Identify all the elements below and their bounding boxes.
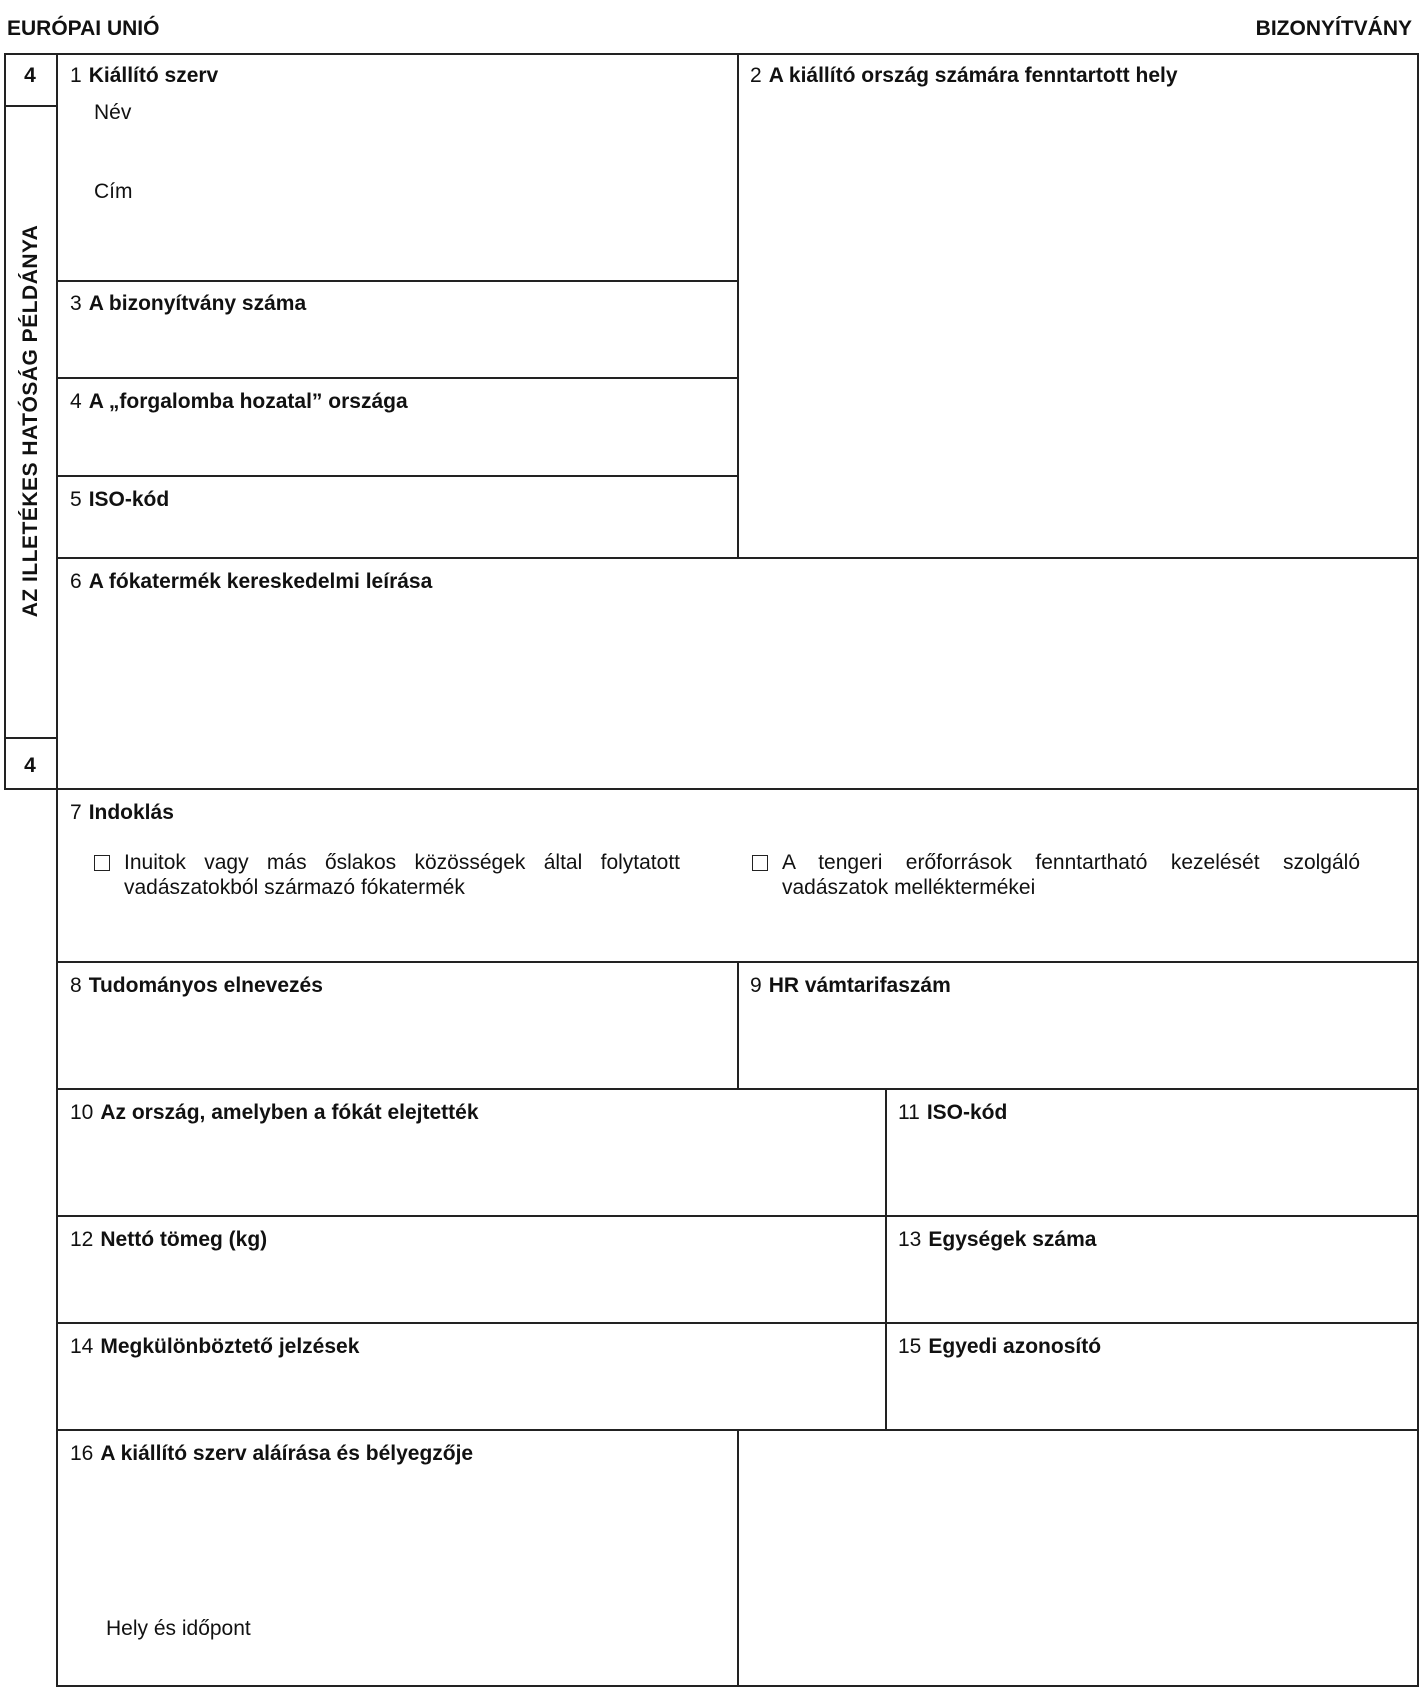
option-indigenous[interactable] [94, 850, 680, 900]
checkbox-sustainable[interactable] [752, 855, 768, 871]
header-left: EURÓPAI UNIÓ [7, 17, 160, 40]
field-15-title: 15 Egyedi azonosító [898, 1335, 1102, 1358]
field-1-name-label: Név [94, 101, 132, 124]
field-3-title: 3 A bizonyítvány száma [70, 292, 307, 315]
field-16-title: 16 A kiállító szerv aláírása és bélyegzője [70, 1442, 474, 1465]
field-14-title: 14 Megkülönböztető jelzések [70, 1335, 360, 1358]
field-13-title: 13 Egységek száma [898, 1228, 1097, 1251]
field-1-address-label: Cím [94, 180, 133, 203]
vertical-copy-label: AZ ILLETÉKES HATÓSÁG PÉLDÁNYA [19, 224, 42, 618]
checkbox-indigenous[interactable] [94, 855, 110, 871]
field-11-title: 11 ISO-kód [898, 1101, 1008, 1124]
copy-number-top: 4 [24, 64, 36, 87]
option-sustainable-label: A tengeri erőforrások fenntartható kezelését szolgáló vadászatok melléktermékei [782, 851, 1360, 899]
field-5-title: 5 ISO-kód [70, 488, 170, 511]
field-4-title: 4 A „forgalomba hozatal” országa [70, 390, 408, 413]
field-2-title: 2 A kiállító ország számára fenntartott hely [750, 64, 1178, 87]
field-12-title: 12 Nettó tömeg (kg) [70, 1228, 268, 1251]
field-6-title: 6 A fókatermék kereskedelmi leírása [70, 570, 433, 593]
option-indigenous-label: Inuitok vagy más őslakos közösségek által folytatott vadászatokból származó fókatermék [124, 851, 680, 899]
field-8-title: 8 Tudományos elnevezés [70, 974, 323, 997]
option-sustainable[interactable] [752, 850, 1360, 900]
copy-number-bottom: 4 [24, 754, 36, 777]
field-7-title: 7 Indoklás [70, 801, 174, 824]
field-10-title: 10 Az ország, amelyben a fókát elejtették [70, 1101, 479, 1124]
field-9-title: 9 HR vámtarifaszám [750, 974, 951, 997]
field-1-title: 1 Kiállító szerv [70, 64, 219, 87]
header-right: BIZONYÍTVÁNY [1255, 17, 1412, 40]
field-16-place-date-label: Hely és időpont [106, 1617, 251, 1640]
